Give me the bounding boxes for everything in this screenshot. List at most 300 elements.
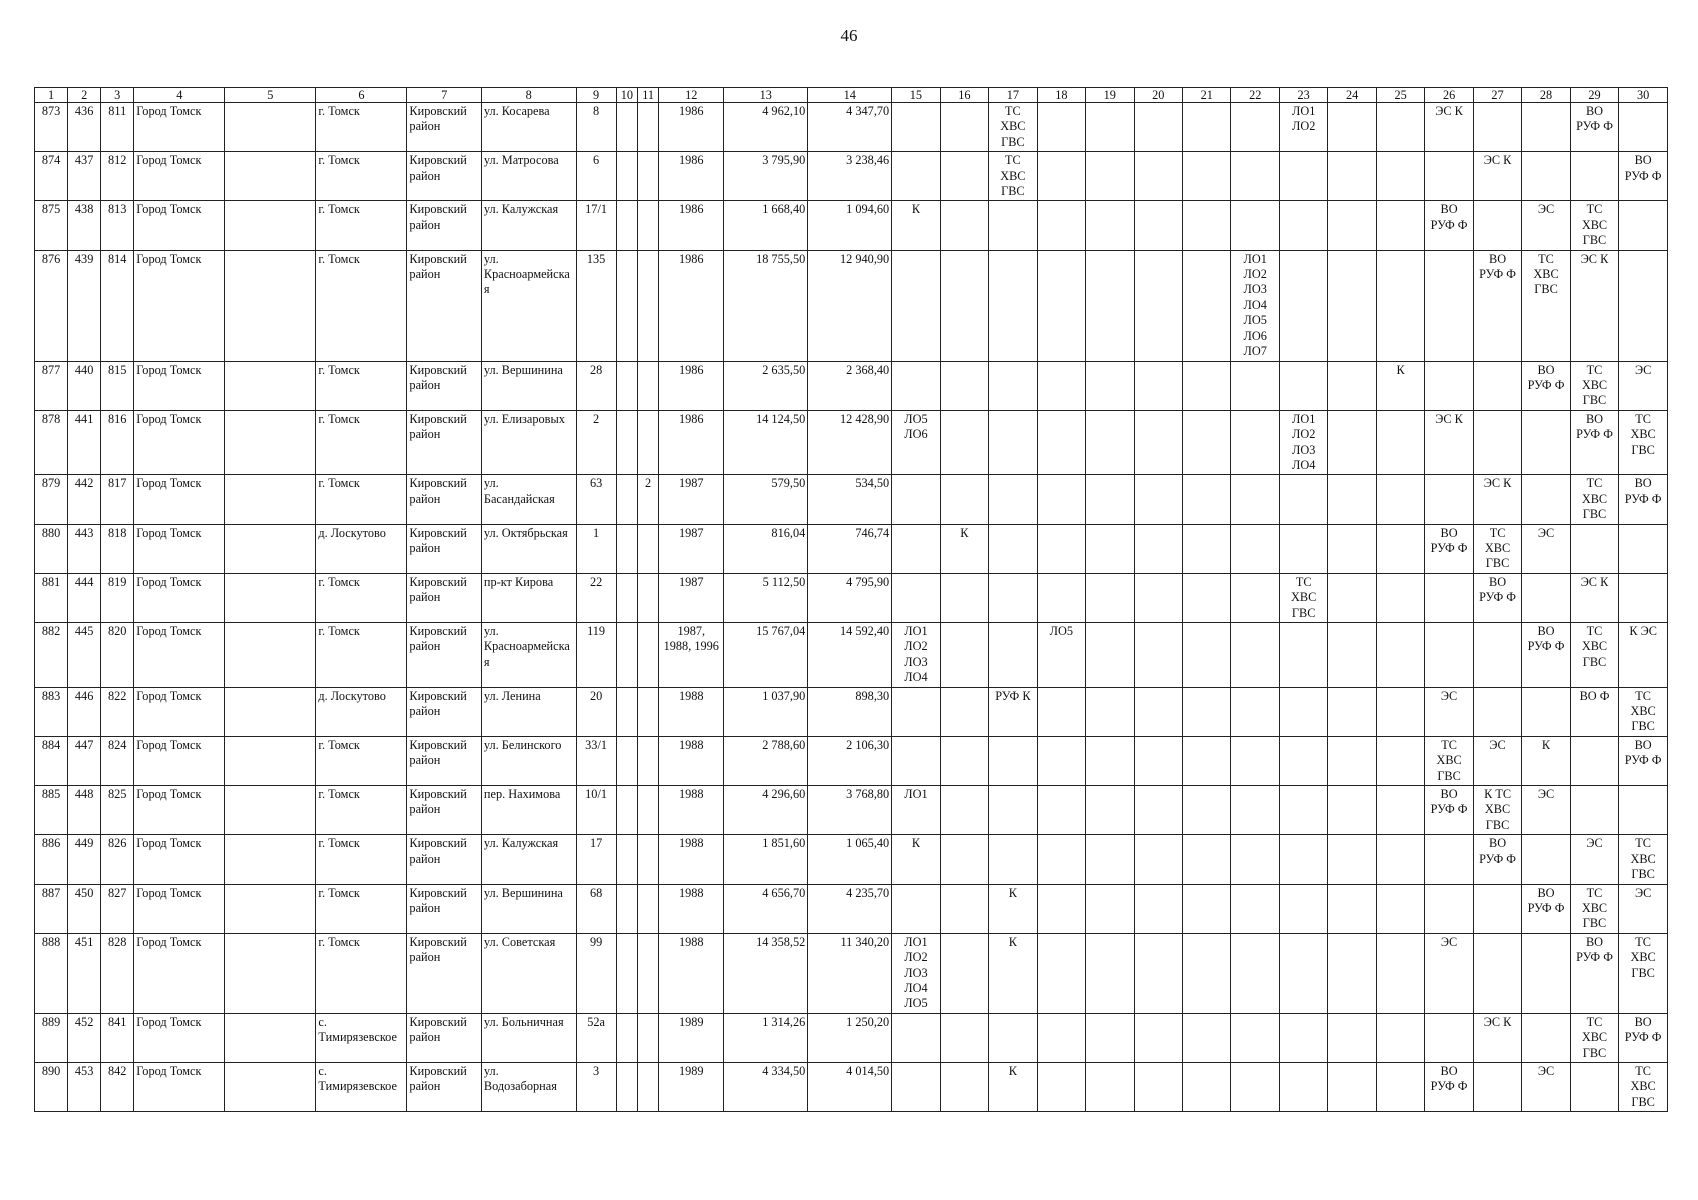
table-cell-col-27: ВО РУФ Ф [1473, 573, 1521, 622]
table-cell-col-1: 886 [35, 835, 68, 884]
table-cell-col-2: 450 [68, 884, 101, 933]
table-cell-col-3: 826 [101, 835, 134, 884]
table-cell-col-27 [1473, 361, 1521, 410]
table-cell-col-25 [1376, 201, 1424, 250]
table-cell-col-8: ул. Елизаровых [481, 410, 576, 475]
table-cell-col-15 [892, 524, 940, 573]
table-cell-col-8: пр-кт Кирова [481, 573, 576, 622]
table-row [35, 1013, 1668, 1062]
table-row [35, 201, 1668, 250]
column-header-20: 20 [1134, 88, 1182, 103]
table-cell-col-10 [616, 361, 637, 410]
table-cell-col-13: 3 795,90 [724, 152, 808, 201]
table-cell-col-9: 17/1 [576, 201, 616, 250]
table-cell-col-16 [940, 361, 988, 410]
column-header-24: 24 [1328, 88, 1376, 103]
table-cell-col-17: К [989, 933, 1037, 1013]
table-cell-col-30 [1619, 573, 1668, 622]
table-row [35, 623, 1668, 688]
table-cell-col-29: ЭС К [1570, 573, 1618, 622]
table-cell-col-23 [1279, 475, 1327, 524]
table-cell-col-28 [1522, 1013, 1570, 1062]
table-cell-col-27 [1473, 410, 1521, 475]
table-cell-col-4: Город Томск [134, 103, 225, 152]
table-cell-col-24 [1328, 152, 1376, 201]
table-cell-col-12: 1988 [659, 786, 724, 835]
table-cell-col-21 [1183, 687, 1231, 736]
table-cell-col-19 [1086, 573, 1134, 622]
column-header-29: 29 [1570, 88, 1618, 103]
table-cell-col-17 [989, 736, 1037, 785]
table-cell-col-26: ВО РУФ Ф [1425, 786, 1473, 835]
table-cell-col-2: 453 [68, 1062, 101, 1111]
table-cell-col-27: ТС ХВС ГВС [1473, 524, 1521, 573]
table-cell-col-12: 1986 [659, 152, 724, 201]
table-cell-col-9: 52а [576, 1013, 616, 1062]
table-cell-col-16 [940, 623, 988, 688]
table-cell-col-11 [637, 1062, 658, 1111]
table-cell-col-5 [225, 884, 316, 933]
table-cell-col-12: 1988 [659, 687, 724, 736]
table-cell-col-12: 1986 [659, 250, 724, 361]
column-header-26: 26 [1425, 88, 1473, 103]
table-cell-col-24 [1328, 573, 1376, 622]
table-cell-col-29: ВО РУФ Ф [1570, 933, 1618, 1013]
table-cell-col-2: 452 [68, 1013, 101, 1062]
table-cell-col-24 [1328, 835, 1376, 884]
table-cell-col-18 [1037, 1062, 1085, 1111]
table-cell-col-24 [1328, 1013, 1376, 1062]
table-cell-col-18 [1037, 736, 1085, 785]
table-cell-col-1: 888 [35, 933, 68, 1013]
table-cell-col-23 [1279, 524, 1327, 573]
table-cell-col-9: 135 [576, 250, 616, 361]
table-cell-col-22 [1231, 1013, 1279, 1062]
table-cell-col-24 [1328, 361, 1376, 410]
table-cell-col-23 [1279, 361, 1327, 410]
table-cell-col-29: ТС ХВС ГВС [1570, 884, 1618, 933]
table-cell-col-7: Кировский район [407, 786, 481, 835]
table-cell-col-21 [1183, 361, 1231, 410]
table-cell-col-30: ВО РУФ Ф [1619, 475, 1668, 524]
table-cell-col-27 [1473, 687, 1521, 736]
table-cell-col-30: ТС ХВС ГВС [1619, 1062, 1668, 1111]
table-cell-col-19 [1086, 1013, 1134, 1062]
table-cell-col-3: 811 [101, 103, 134, 152]
table-cell-col-10 [616, 250, 637, 361]
table-cell-col-14: 1 250,20 [808, 1013, 892, 1062]
table-cell-col-25 [1376, 786, 1424, 835]
table-cell-col-8: ул. Вершинина [481, 361, 576, 410]
table-cell-col-7: Кировский район [407, 933, 481, 1013]
table-cell-col-20 [1134, 524, 1182, 573]
table-cell-col-3: 822 [101, 687, 134, 736]
table-cell-col-15 [892, 152, 940, 201]
table-cell-col-27: ЭС К [1473, 475, 1521, 524]
column-header-22: 22 [1231, 88, 1279, 103]
table-cell-col-3: 827 [101, 884, 134, 933]
table-cell-col-4: Город Томск [134, 524, 225, 573]
table-cell-col-29 [1570, 1062, 1618, 1111]
table-cell-col-2: 441 [68, 410, 101, 475]
table-cell-col-26 [1425, 1013, 1473, 1062]
table-cell-col-12: 1987 [659, 573, 724, 622]
table-cell-col-22 [1231, 524, 1279, 573]
table-cell-col-27 [1473, 623, 1521, 688]
column-header-13: 13 [724, 88, 808, 103]
table-cell-col-3: 816 [101, 410, 134, 475]
table-cell-col-12: 1988 [659, 736, 724, 785]
table-cell-col-14: 12 940,90 [808, 250, 892, 361]
table-cell-col-11 [637, 250, 658, 361]
table-cell-col-2: 438 [68, 201, 101, 250]
table-cell-col-4: Город Томск [134, 736, 225, 785]
table-cell-col-6: д. Лоскутово [316, 687, 407, 736]
table-row [35, 250, 1668, 361]
table-cell-col-22 [1231, 475, 1279, 524]
table-cell-col-1: 873 [35, 103, 68, 152]
table-cell-col-28: ТС ХВС ГВС [1522, 250, 1570, 361]
table-cell-col-9: 8 [576, 103, 616, 152]
table-cell-col-25 [1376, 884, 1424, 933]
table-cell-col-16 [940, 475, 988, 524]
table-cell-col-21 [1183, 250, 1231, 361]
table-cell-col-25 [1376, 623, 1424, 688]
table-cell-col-25 [1376, 103, 1424, 152]
table-cell-col-19 [1086, 623, 1134, 688]
table-cell-col-13: 816,04 [724, 524, 808, 573]
table-cell-col-20 [1134, 1013, 1182, 1062]
table-cell-col-29: ТС ХВС ГВС [1570, 1013, 1618, 1062]
table-cell-col-13: 1 037,90 [724, 687, 808, 736]
table-cell-col-26 [1425, 623, 1473, 688]
table-cell-col-11 [637, 152, 658, 201]
table-cell-col-30 [1619, 201, 1668, 250]
table-cell-col-10 [616, 152, 637, 201]
table-cell-col-15 [892, 1062, 940, 1111]
table-cell-col-13: 2 635,50 [724, 361, 808, 410]
table-row [35, 687, 1668, 736]
table-cell-col-17: К [989, 884, 1037, 933]
table-cell-col-5 [225, 786, 316, 835]
table-cell-col-2: 443 [68, 524, 101, 573]
table-cell-col-10 [616, 410, 637, 475]
table-cell-col-30: ВО РУФ Ф [1619, 1013, 1668, 1062]
table-cell-col-17: К [989, 1062, 1037, 1111]
table-cell-col-2: 449 [68, 835, 101, 884]
table-cell-col-4: Город Томск [134, 884, 225, 933]
table-cell-col-24 [1328, 250, 1376, 361]
table-cell-col-27: ВО РУФ Ф [1473, 835, 1521, 884]
column-header-19: 19 [1086, 88, 1134, 103]
table-cell-col-16 [940, 103, 988, 152]
table-cell-col-15 [892, 103, 940, 152]
table-cell-col-18 [1037, 786, 1085, 835]
table-cell-col-28: ВО РУФ Ф [1522, 361, 1570, 410]
table-cell-col-1: 881 [35, 573, 68, 622]
table-cell-col-11 [637, 786, 658, 835]
table-cell-col-19 [1086, 410, 1134, 475]
table-cell-col-14: 14 592,40 [808, 623, 892, 688]
table-cell-col-17 [989, 1013, 1037, 1062]
table-cell-col-14: 1 094,60 [808, 201, 892, 250]
table-cell-col-14: 4 347,70 [808, 103, 892, 152]
table-cell-col-23 [1279, 1013, 1327, 1062]
table-cell-col-25 [1376, 835, 1424, 884]
table-cell-col-21 [1183, 1013, 1231, 1062]
table-cell-col-2: 446 [68, 687, 101, 736]
table-cell-col-3: 817 [101, 475, 134, 524]
table-cell-col-28 [1522, 933, 1570, 1013]
table-cell-col-23 [1279, 933, 1327, 1013]
table-cell-col-15: ЛО5 ЛО6 [892, 410, 940, 475]
table-cell-col-22 [1231, 103, 1279, 152]
table-cell-col-19 [1086, 786, 1134, 835]
table-cell-col-4: Город Томск [134, 361, 225, 410]
table-cell-col-28: К [1522, 736, 1570, 785]
table-cell-col-4: Город Томск [134, 250, 225, 361]
table-cell-col-8: ул. Вершинина [481, 884, 576, 933]
table-cell-col-19 [1086, 103, 1134, 152]
table-cell-col-1: 876 [35, 250, 68, 361]
table-cell-col-18 [1037, 152, 1085, 201]
table-cell-col-28: ЭС [1522, 1062, 1570, 1111]
table-cell-col-29: ТС ХВС ГВС [1570, 475, 1618, 524]
table-cell-col-5 [225, 250, 316, 361]
table-cell-col-19 [1086, 835, 1134, 884]
table-cell-col-8: пер. Нахимова [481, 786, 576, 835]
table-cell-col-22 [1231, 1062, 1279, 1111]
table-cell-col-30: ВО РУФ Ф [1619, 736, 1668, 785]
table-cell-col-27: ЭС К [1473, 1013, 1521, 1062]
table-cell-col-30: К ЭС [1619, 623, 1668, 688]
table-cell-col-28: ВО РУФ Ф [1522, 623, 1570, 688]
table-cell-col-5 [225, 835, 316, 884]
table-cell-col-16 [940, 736, 988, 785]
table-cell-col-28: ЭС [1522, 524, 1570, 573]
table-cell-col-5 [225, 1013, 316, 1062]
table-cell-col-16 [940, 410, 988, 475]
table-cell-col-6: г. Томск [316, 410, 407, 475]
table-cell-col-25 [1376, 250, 1424, 361]
table-cell-col-10 [616, 623, 637, 688]
table-cell-col-18 [1037, 687, 1085, 736]
table-cell-col-11 [637, 623, 658, 688]
table-cell-col-17 [989, 573, 1037, 622]
table-cell-col-13: 4 296,60 [724, 786, 808, 835]
table-cell-col-15 [892, 1013, 940, 1062]
table-cell-col-6: г. Томск [316, 786, 407, 835]
table-cell-col-28 [1522, 103, 1570, 152]
table-cell-col-23 [1279, 736, 1327, 785]
table-cell-col-26 [1425, 152, 1473, 201]
table-cell-col-3: 818 [101, 524, 134, 573]
table-cell-col-20 [1134, 1062, 1182, 1111]
table-cell-col-21 [1183, 475, 1231, 524]
table-cell-col-22 [1231, 573, 1279, 622]
table-cell-col-3: 819 [101, 573, 134, 622]
column-header-28: 28 [1522, 88, 1570, 103]
table-cell-col-12: 1987 [659, 475, 724, 524]
table-cell-col-6: г. Томск [316, 835, 407, 884]
table-cell-col-10 [616, 475, 637, 524]
table-cell-col-18: ЛО5 [1037, 623, 1085, 688]
table-cell-col-17 [989, 786, 1037, 835]
table-cell-col-10 [616, 884, 637, 933]
table-cell-col-18 [1037, 884, 1085, 933]
table-cell-col-17: РУФ К [989, 687, 1037, 736]
table-cell-col-17 [989, 623, 1037, 688]
table-cell-col-13: 1 668,40 [724, 201, 808, 250]
table-cell-col-8: ул. Косарева [481, 103, 576, 152]
table-cell-col-26 [1425, 250, 1473, 361]
table-row [35, 933, 1668, 1013]
column-header-25: 25 [1376, 88, 1424, 103]
table-cell-col-7: Кировский район [407, 410, 481, 475]
table-cell-col-28 [1522, 152, 1570, 201]
column-number-row [35, 88, 1668, 103]
table-cell-col-13: 1 314,26 [724, 1013, 808, 1062]
column-header-15: 15 [892, 88, 940, 103]
table-cell-col-10 [616, 786, 637, 835]
table-cell-col-13: 1 851,60 [724, 835, 808, 884]
table-cell-col-2: 439 [68, 250, 101, 361]
table-cell-col-13: 5 112,50 [724, 573, 808, 622]
table-cell-col-18 [1037, 475, 1085, 524]
table-cell-col-21 [1183, 786, 1231, 835]
table-cell-col-12: 1986 [659, 103, 724, 152]
table-cell-col-21 [1183, 884, 1231, 933]
table-cell-col-27 [1473, 933, 1521, 1013]
table-cell-col-4: Город Томск [134, 687, 225, 736]
table-cell-col-19 [1086, 933, 1134, 1013]
table-cell-col-20 [1134, 201, 1182, 250]
table-cell-col-1: 883 [35, 687, 68, 736]
table-cell-col-29: ТС ХВС ГВС [1570, 361, 1618, 410]
table-cell-col-9: 2 [576, 410, 616, 475]
table-cell-col-4: Город Томск [134, 410, 225, 475]
table-cell-col-16 [940, 687, 988, 736]
table-cell-col-15 [892, 573, 940, 622]
table-cell-col-1: 877 [35, 361, 68, 410]
table-cell-col-20 [1134, 152, 1182, 201]
table-cell-col-21 [1183, 573, 1231, 622]
table-cell-col-24 [1328, 687, 1376, 736]
table-cell-col-16 [940, 250, 988, 361]
table-cell-col-4: Город Томск [134, 1062, 225, 1111]
table-cell-col-24 [1328, 475, 1376, 524]
table-cell-col-1: 885 [35, 786, 68, 835]
table-cell-col-17: ТС ХВС ГВС [989, 103, 1037, 152]
table-cell-col-26: ВО РУФ Ф [1425, 201, 1473, 250]
table-cell-col-30 [1619, 103, 1668, 152]
table-cell-col-17: ТС ХВС ГВС [989, 152, 1037, 201]
table-cell-col-15 [892, 250, 940, 361]
table-cell-col-4: Город Томск [134, 152, 225, 201]
table-cell-col-22 [1231, 361, 1279, 410]
table-cell-col-3: 813 [101, 201, 134, 250]
table-cell-col-8: ул. Советская [481, 933, 576, 1013]
table-row [35, 736, 1668, 785]
table-cell-col-22 [1231, 623, 1279, 688]
column-header-4: 4 [134, 88, 225, 103]
table-cell-col-24 [1328, 201, 1376, 250]
table-cell-col-14: 898,30 [808, 687, 892, 736]
table-row [35, 152, 1668, 201]
table-cell-col-26: ВО РУФ Ф [1425, 1062, 1473, 1111]
table-cell-col-6: г. Томск [316, 623, 407, 688]
table-cell-col-1: 878 [35, 410, 68, 475]
table-cell-col-29: ВО Ф [1570, 687, 1618, 736]
table-cell-col-26 [1425, 573, 1473, 622]
column-header-23: 23 [1279, 88, 1327, 103]
table-cell-col-9: 1 [576, 524, 616, 573]
table-cell-col-15 [892, 884, 940, 933]
table-cell-col-6: г. Томск [316, 933, 407, 1013]
table-cell-col-12: 1986 [659, 410, 724, 475]
table-cell-col-5 [225, 623, 316, 688]
table-cell-col-16 [940, 152, 988, 201]
table-cell-col-8: ул. Больничная [481, 1013, 576, 1062]
table-cell-col-6: г. Томск [316, 884, 407, 933]
table-cell-col-27 [1473, 884, 1521, 933]
table-row [35, 524, 1668, 573]
table-cell-col-23 [1279, 835, 1327, 884]
table-cell-col-7: Кировский район [407, 1062, 481, 1111]
table-cell-col-30 [1619, 524, 1668, 573]
table-cell-col-14: 3 238,46 [808, 152, 892, 201]
table-cell-col-7: Кировский район [407, 475, 481, 524]
table-cell-col-7: Кировский район [407, 1013, 481, 1062]
table-cell-col-24 [1328, 884, 1376, 933]
table-cell-col-9: 3 [576, 1062, 616, 1111]
table-cell-col-28 [1522, 475, 1570, 524]
table-cell-col-30: ТС ХВС ГВС [1619, 687, 1668, 736]
table-cell-col-15: ЛО1 ЛО2 ЛО3 ЛО4 ЛО5 [892, 933, 940, 1013]
table-cell-col-3: 841 [101, 1013, 134, 1062]
table-cell-col-13: 15 767,04 [724, 623, 808, 688]
table-cell-col-17 [989, 835, 1037, 884]
table-cell-col-9: 68 [576, 884, 616, 933]
table-cell-col-2: 445 [68, 623, 101, 688]
table-cell-col-26: ЭС [1425, 933, 1473, 1013]
table-cell-col-8: ул. Водозаборная [481, 1062, 576, 1111]
table-cell-col-20 [1134, 884, 1182, 933]
table-cell-col-29 [1570, 736, 1618, 785]
table-cell-col-12: 1989 [659, 1062, 724, 1111]
table-cell-col-12: 1988 [659, 884, 724, 933]
column-header-3: 3 [101, 88, 134, 103]
table-cell-col-27 [1473, 201, 1521, 250]
table-cell-col-8: ул. Белинского [481, 736, 576, 785]
table-row [35, 835, 1668, 884]
table-cell-col-20 [1134, 786, 1182, 835]
table-cell-col-17 [989, 250, 1037, 361]
table-cell-col-23 [1279, 623, 1327, 688]
table-cell-col-20 [1134, 103, 1182, 152]
table-cell-col-1: 880 [35, 524, 68, 573]
table-cell-col-11 [637, 573, 658, 622]
table-cell-col-16 [940, 933, 988, 1013]
table-cell-col-28: ЭС [1522, 786, 1570, 835]
table-cell-col-15: К [892, 835, 940, 884]
table-cell-col-5 [225, 687, 316, 736]
table-cell-col-6: г. Томск [316, 361, 407, 410]
table-cell-col-7: Кировский район [407, 736, 481, 785]
table-cell-col-22 [1231, 410, 1279, 475]
table-cell-col-20 [1134, 250, 1182, 361]
table-cell-col-3: 842 [101, 1062, 134, 1111]
